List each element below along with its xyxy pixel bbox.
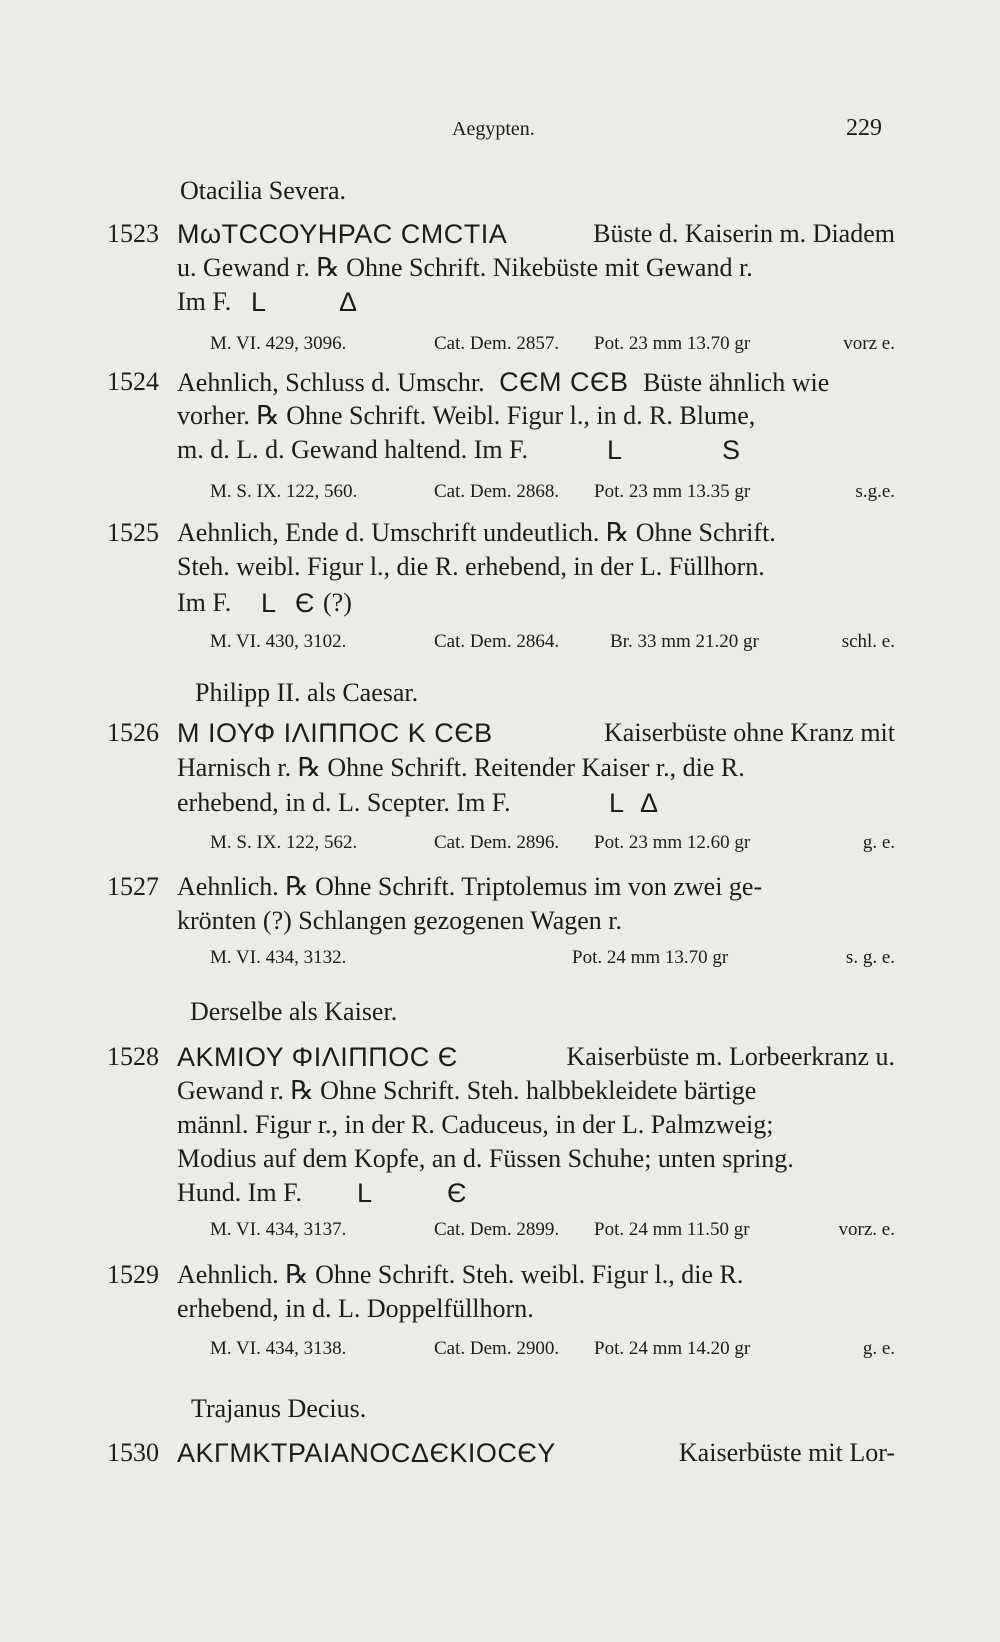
entry-1525-line — [177, 588, 895, 618]
description-text: Kaiserbüste ohne Kranz mit — [604, 718, 895, 747]
field-mark: L — [609, 788, 625, 818]
entry-1523-line — [177, 287, 895, 317]
entry-1528-line — [107, 1042, 895, 1072]
citation-cat: Cat. Dem. 2864. — [434, 631, 560, 652]
entry-1526-line: Harnisch r. ℞ Ohne Schrift. Reitender Kaiser r., die R. — [177, 753, 745, 782]
field-label: Im F. — [177, 287, 232, 316]
citation-cat: Cat. Dem. 2857. — [434, 333, 560, 354]
entry-1526-line — [177, 788, 895, 818]
citation-cat: Cat. Dem. 2899. — [434, 1219, 560, 1240]
citation-weight: Pot. 24 mm 14.20 gr — [594, 1338, 751, 1359]
section-title: Trajanus Decius. — [191, 1394, 367, 1423]
citation-weight: Br. 33 mm 21.20 gr — [610, 631, 759, 652]
greek-legend: ΜωΤCCΟΥΗΡΑC CΜCΤΙΑ — [177, 219, 508, 249]
description-text: Büste d. Kaiserin m. Diadem — [593, 219, 895, 248]
entry-number: 1528 — [107, 1042, 159, 1071]
citation-cat: Cat. Dem. 2868. — [434, 481, 560, 502]
entry-number: 1524 — [107, 367, 159, 396]
citation-ref: M. S. IX. 122, 560. — [210, 481, 358, 502]
description-text: Kaiserbüste m. Lorbeerkranz u. — [566, 1042, 895, 1071]
entry-1526-line — [107, 718, 895, 748]
section-title: Otacilia Severa. — [180, 176, 347, 205]
entry-1529-line: erhebend, in d. L. Doppelfüllhorn. — [177, 1294, 534, 1323]
entry-1524-line: vorher. ℞ Ohne Schrift. Weibl. Figur l., in d. R. Blume, — [177, 401, 756, 430]
citation-weight: Pot. 23 mm 13.70 gr — [594, 333, 751, 354]
description-text: Aehnlich. ℞ Ohne Schrift. Triptolemus im von zwei ge- — [177, 872, 763, 901]
description-text: Hund. Im F. — [177, 1178, 303, 1207]
field-mark: L — [607, 435, 623, 465]
entry-1525-line: Steh. weibl. Figur l., die R. erhebend, in der L. Füllhorn. — [177, 552, 765, 581]
entry-number: 1530 — [107, 1438, 159, 1467]
field-mark: Є — [295, 588, 315, 618]
entry-1528-line: männl. Figur r., in der R. Caduceus, in der L. Palmzweig; — [177, 1110, 774, 1139]
description-text: Aehnlich, Ende d. Umschrift undeutlich. ℞ Ohne Schrift. — [177, 518, 776, 547]
entry-number: 1527 — [107, 872, 159, 901]
section-title: Derselbe als Kaiser. — [190, 997, 398, 1026]
citation-ref: M. S. IX. 122, 562. — [210, 832, 358, 853]
citation-grade: g. e. — [862, 1338, 895, 1359]
citation-ref: M. VI. 430, 3102. — [210, 631, 347, 652]
citation-ref: M. VI. 429, 3096. — [210, 333, 347, 354]
entry-1529-line — [107, 1260, 895, 1290]
greek-legend: ΑΚΜΙΟΥ ΦΙΛΙΠΠΟC Є — [177, 1042, 458, 1072]
citation-ref: M. VI. 434, 3137. — [210, 1219, 347, 1240]
entry-1523-line: u. Gewand r. ℞ Ohne Schrift. Nikebüste mit Gewand r. — [177, 253, 753, 282]
greek-legend: CЄΜ CЄΒ — [499, 367, 629, 397]
entry-1523-line — [107, 219, 895, 249]
field-mark: L — [357, 1178, 373, 1208]
field-mark: Є — [447, 1178, 467, 1208]
entry-1528-line: Modius auf dem Kopfe, an d. Füssen Schuhe; unten spring. — [177, 1144, 794, 1173]
citation-grade: s.g.e. — [855, 481, 895, 502]
description-text: Kaiserbüste mit Lor- — [678, 1438, 895, 1467]
entry-1527-line — [107, 872, 895, 902]
citation-grade: s. g. e. — [845, 947, 895, 968]
citation-grade: schl. e. — [841, 631, 895, 652]
entry-1528-line — [177, 1178, 895, 1208]
citation-cat: Cat. Dem. 2900. — [434, 1338, 560, 1359]
entry-number: 1529 — [107, 1260, 159, 1289]
entry-1530-line — [107, 1438, 895, 1468]
field-label: Im F. — [177, 588, 232, 617]
entry-1527-line: krönten (?) Schlangen gezogenen Wagen r. — [177, 906, 623, 935]
field-mark: S — [722, 435, 741, 465]
entry-number: 1526 — [107, 718, 159, 747]
description-text: Aehnlich. ℞ Ohne Schrift. Steh. weibl. Figur l., die R. — [177, 1260, 744, 1289]
field-mark: L — [261, 588, 277, 618]
field-mark: Δ — [640, 788, 659, 818]
field-mark: Δ — [339, 287, 358, 317]
citation-cat: Cat. Dem. 2896. — [434, 832, 560, 853]
field-mark: L — [251, 287, 267, 317]
citation-ref: M. VI. 434, 3132. — [210, 947, 347, 968]
field-note: (?) — [323, 588, 352, 617]
entry-1525-line — [107, 518, 895, 548]
citation-weight: Pot. 23 mm 12.60 gr — [594, 832, 751, 853]
running-head: Aegypten. — [452, 118, 535, 140]
citation-weight: Pot. 24 mm 11.50 gr — [594, 1219, 750, 1240]
entry-number: 1523 — [107, 219, 159, 248]
citation-grade: vorz e. — [843, 333, 895, 354]
greek-legend: ΑΚΓΜΚΤΡΑΙΑΝΟCΔЄΚΙΟCЄΥ — [177, 1438, 556, 1468]
entry-1524-line — [177, 435, 895, 465]
greek-legend: Μ ΙΟΥΦ ΙΛΙΠΠΟC Κ CЄΒ — [177, 718, 493, 748]
description-text: m. d. L. d. Gewand haltend. Im F. — [177, 435, 529, 464]
citation-grade: vorz. e. — [838, 1219, 895, 1240]
citation-weight: Pot. 23 mm 13.35 gr — [594, 481, 751, 502]
description-text: erhebend, in d. L. Scepter. Im F. — [177, 788, 511, 817]
description-text: Aehnlich, Schluss d. Umschr. — [177, 368, 485, 397]
entry-1524-line — [107, 367, 895, 398]
citation-ref: M. VI. 434, 3138. — [210, 1338, 347, 1359]
page-number: 229 — [846, 115, 882, 141]
citation-grade: g. e. — [862, 832, 895, 853]
entry-number: 1525 — [107, 518, 159, 547]
section-title: Philipp II. als Caesar. — [195, 678, 419, 707]
description-text: Büste ähnlich wie — [642, 368, 830, 397]
entry-1528-line: Gewand r. ℞ Ohne Schrift. Steh. halbbekleidete bärtige — [177, 1076, 757, 1105]
citation-weight: Pot. 24 mm 13.70 gr — [572, 947, 729, 968]
